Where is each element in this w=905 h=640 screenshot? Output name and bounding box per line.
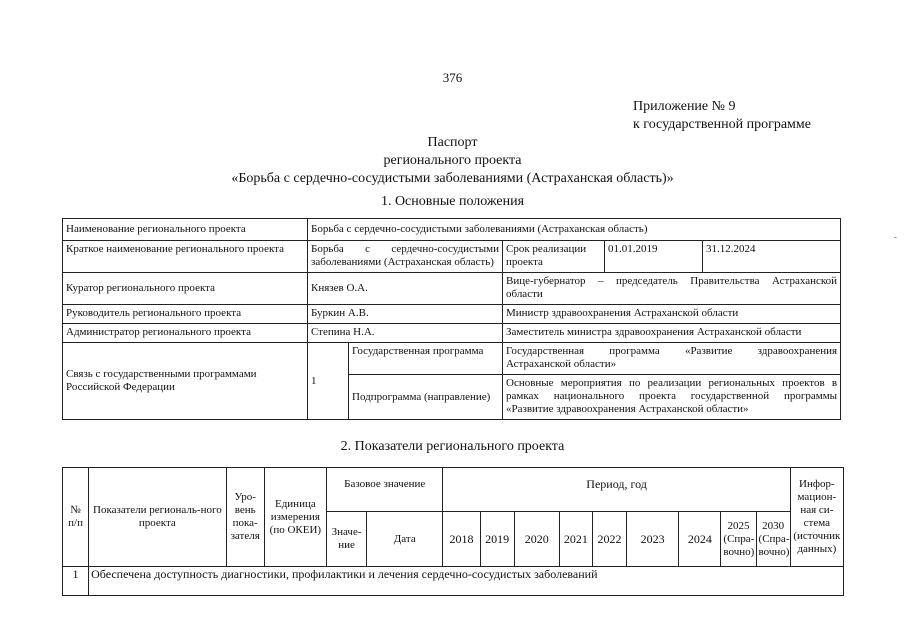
- appendix-line-2: к государственной программе: [633, 117, 811, 132]
- title-line-3: «Борьба с сердечно-сосудистыми заболеваниями (Астраханская область)»: [231, 171, 674, 186]
- table-row: [63, 324, 841, 343]
- col-num: № п/п: [63, 468, 89, 567]
- table-row: [63, 305, 841, 324]
- margin-mark: -: [893, 232, 897, 243]
- admin-name: Степина Н.А.: [308, 324, 503, 343]
- term-start: 01.01.2019: [605, 241, 703, 273]
- appendix-line-1: Приложение № 9: [633, 99, 736, 114]
- section-1-heading: 1. Основные положения: [380, 194, 525, 209]
- curator-position: Вице-губернатор – председатель Правительства Астраханской области: [503, 273, 841, 305]
- curator-name: Князев О.А.: [308, 273, 503, 305]
- term-end: 31.12.2024: [703, 241, 841, 273]
- col-year-2025: 2025 (Спра-вочно): [721, 512, 756, 567]
- col-unit: Единица измерения (по ОКЕИ): [264, 468, 326, 567]
- col-year: 2024: [679, 512, 721, 567]
- subprogram-value: Основные мероприятия по реализации региональных проектов в рамках национального проекта государственной программы «Развитие здравоохранения Астраханской области»: [503, 375, 841, 420]
- link-label: Связь с государственными программами Российской Федерации: [63, 343, 308, 420]
- col-period: Период, год: [443, 468, 790, 512]
- col-year: 2018: [443, 512, 480, 567]
- col-indicators: Показатели региональ-ного проекта: [89, 468, 227, 567]
- table-row: [63, 219, 841, 241]
- state-program-label: Государственная программа: [349, 343, 503, 375]
- link-number: 1: [308, 343, 349, 420]
- col-level: Уро-вень пока-зателя: [226, 468, 264, 567]
- col-year: 2023: [627, 512, 679, 567]
- name-label: Наименование регионального проекта: [63, 219, 308, 241]
- table-row: [63, 567, 844, 596]
- head-label: Руководитель регионального проекта: [63, 305, 308, 324]
- state-program-value: Государственная программа «Развитие здравоохранения Астраханской области»: [503, 343, 841, 375]
- col-year-2030: 2030 (Спра-вочно): [756, 512, 790, 567]
- table-row: [63, 343, 841, 375]
- col-year: 2020: [514, 512, 559, 567]
- appendix-note: [633, 98, 811, 134]
- section-2-heading: 2. Показатели регионального проекта: [340, 439, 565, 454]
- table-row: [63, 241, 841, 273]
- main-provisions-table: [62, 218, 841, 420]
- row-num: 1: [63, 567, 89, 596]
- title-line-1: Паспорт: [427, 135, 478, 150]
- col-year: 2019: [480, 512, 514, 567]
- col-base-date: Дата: [367, 512, 443, 567]
- page-number: 376: [442, 70, 463, 85]
- indicators-table: [62, 467, 844, 596]
- curator-label: Куратор регионального проекта: [63, 273, 308, 305]
- short-name-label: Краткое наименование регионального проекта: [63, 241, 308, 273]
- col-base-value: Значе-ние: [326, 512, 366, 567]
- term-label: Срок реализации проекта: [503, 241, 605, 273]
- head-position: Министр здравоохранения Астраханской области: [503, 305, 841, 324]
- passport-title: [0, 134, 905, 188]
- title-line-2: регионального проекта: [383, 153, 522, 168]
- row-text: Обеспечена доступность диагностики, профилактики и лечения сердечно-сосудистых заболеваний: [89, 567, 844, 596]
- col-year: 2021: [559, 512, 592, 567]
- subprogram-label: Подпрограмма (направление): [349, 375, 503, 420]
- admin-position: Заместитель министра здравоохранения Астраханской области: [503, 324, 841, 343]
- col-info-system: Инфор-мацион-ная си-стема (источник данных): [790, 468, 843, 567]
- name-value: Борьба с сердечно-сосудистыми заболеваниями (Астраханская область): [308, 219, 841, 241]
- col-base: Базовое значение: [326, 468, 442, 512]
- short-name-value: Борьба с сердечно-сосудистыми заболеваниями (Астраханская область): [308, 241, 503, 273]
- table-row: [63, 273, 841, 305]
- head-name: Буркин А.В.: [308, 305, 503, 324]
- header-row: [63, 468, 844, 512]
- admin-label: Администратор регионального проекта: [63, 324, 308, 343]
- col-year: 2022: [592, 512, 626, 567]
